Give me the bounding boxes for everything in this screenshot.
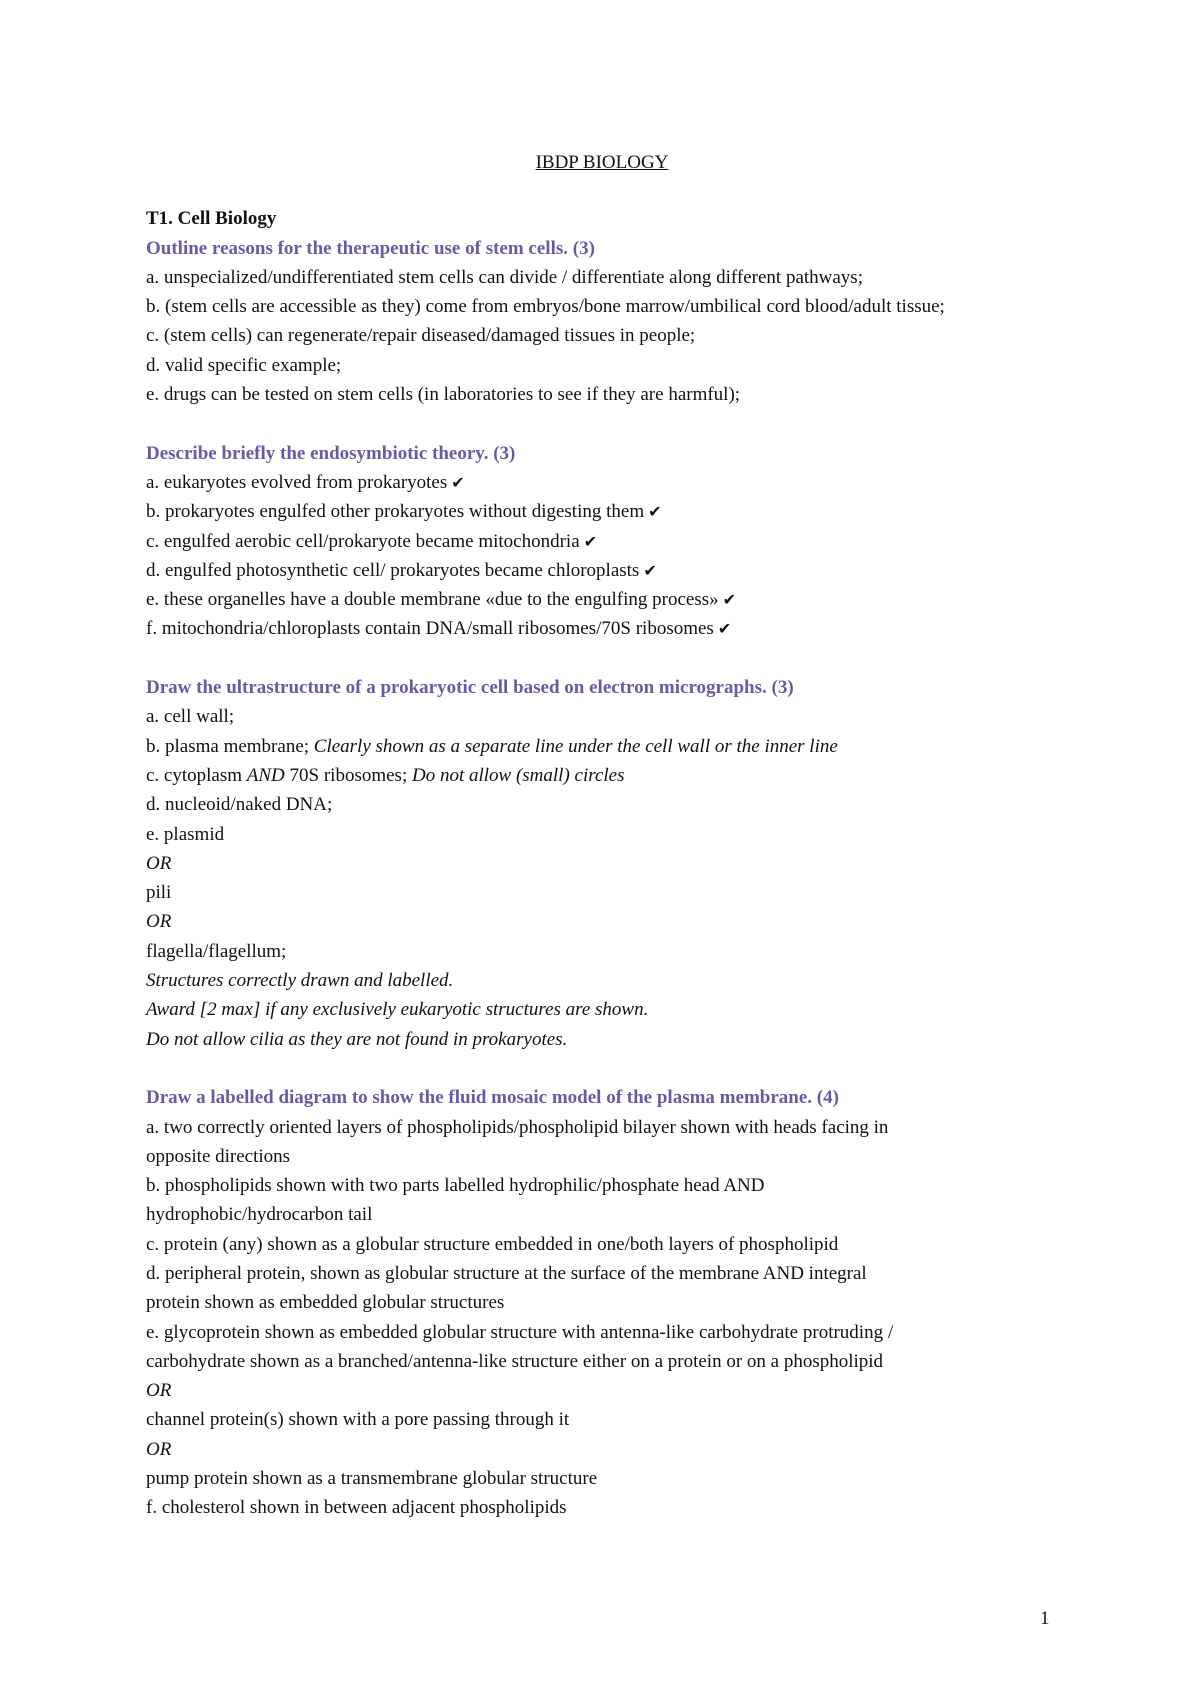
answer-line (146, 527, 1046, 556)
answer-line: b. phospholipids shown with two parts labelled hydrophilic/phosphate head AND (146, 1175, 765, 1197)
answer-line: channel protein(s) shown with a pore passing through it (146, 1409, 570, 1431)
answer-line: b. (stem cells are accessible as they) come from embryos/bone marrow/umbilical cord blood/adult tissue; (146, 296, 945, 318)
answer-line: pump protein shown as a transmembrane globular structure (146, 1468, 598, 1490)
answer-line (146, 761, 1046, 790)
check-mark-icon: ✔ (583, 531, 598, 551)
answer-line: e. plasmid (146, 823, 225, 845)
answer-text: c. engulfed aerobic cell/prokaryote became mitochondria (146, 530, 580, 552)
or-separator: OR (146, 1438, 172, 1460)
answer-line: e. drugs can be tested on stem cells (in laboratories to see if they are harmful); (146, 384, 741, 406)
question-endosymbiotic: Describe briefly the endosymbiotic theory. (3) (146, 442, 516, 464)
answer-line (146, 468, 1046, 497)
answer-line: f. cholesterol shown in between adjacent phospholipids (146, 1497, 567, 1519)
answer-text: 70S ribosomes; (284, 764, 412, 786)
and-emphasis: AND (246, 764, 285, 786)
answer-text: f. mitochondria/chloroplasts contain DNA/small ribosomes/70S ribosomes (146, 618, 714, 640)
spacer (146, 644, 1046, 673)
answer-line: hydrophobic/hydrocarbon tail (146, 1204, 373, 1226)
answer-line: carbohydrate shown as a branched/antenna-like structure either on a protein or on a phospholipid (146, 1350, 884, 1372)
answer-line: a. cell wall; (146, 706, 235, 728)
check-mark-icon: ✔ (722, 590, 737, 610)
answer-line: a. two correctly oriented layers of phospholipids/phospholipid bilayer shown with heads facing in (146, 1116, 889, 1138)
answer-line (146, 732, 1046, 761)
marking-note: Do not allow cilia as they are not found in prokaryotes. (146, 1028, 568, 1050)
answer-text: a. eukaryotes evolved from prokaryotes (146, 471, 448, 493)
or-separator: OR (146, 911, 172, 933)
or-separator: OR (146, 852, 172, 874)
marking-note: Award [2 max] if any exclusively eukaryotic structures are shown. (146, 999, 649, 1021)
check-mark-icon: ✔ (451, 472, 465, 492)
spacer (146, 1054, 1046, 1083)
page-number: 1 (1040, 1608, 1050, 1629)
answer-line: d. peripheral protein, shown as globular structure at the surface of the membrane AND integral (146, 1262, 867, 1284)
question-fluid-mosaic: Draw a labelled diagram to show the fluid mosaic model of the plasma membrane. (4) (146, 1087, 839, 1109)
question-prokaryotic-cell: Draw the ultrastructure of a prokaryotic cell based on electron micrographs. (3) (146, 677, 794, 699)
answer-text: c. cytoplasm (146, 764, 247, 786)
answer-line: c. protein (any) shown as a globular structure embedded in one/both layers of phospholipid (146, 1233, 839, 1255)
answer-line: d. nucleoid/naked DNA; (146, 794, 333, 816)
marking-note: Structures correctly drawn and labelled. (146, 970, 454, 992)
or-separator: OR (146, 1380, 172, 1402)
marking-note: Clearly shown as a separate line under the cell wall or the inner line (313, 735, 838, 757)
answer-line: a. unspecialized/undifferentiated stem cells can divide / differentiate along different pathways; (146, 266, 863, 288)
topic-heading: T1. Cell Biology (146, 208, 277, 230)
answer-text: b. plasma membrane; (146, 735, 314, 757)
check-mark-icon: ✔ (648, 502, 662, 522)
answer-line (146, 585, 1046, 614)
document-body (146, 148, 1046, 1523)
question-stem-cells: Outline reasons for the therapeutic use of stem cells. (3) (146, 237, 595, 259)
answer-text: d. engulfed photosynthetic cell/ prokaryotes became chloroplasts (146, 559, 640, 581)
answer-line (146, 497, 1046, 526)
marking-note: Do not allow (small) circles (411, 764, 625, 786)
answer-line: protein shown as embedded globular structures (146, 1292, 505, 1314)
answer-line: c. (stem cells) can regenerate/repair diseased/damaged tissues in people; (146, 325, 696, 347)
answer-line: d. valid specific example; (146, 354, 342, 376)
check-mark-icon: ✔ (717, 619, 732, 639)
answer-line (146, 556, 1046, 585)
answer-line: e. glycoprotein shown as embedded globular structure with antenna-like carbohydrate protruding / (146, 1321, 894, 1343)
document-title: IBDP BIOLOGY (535, 152, 669, 173)
spacer (146, 409, 1046, 438)
answer-line: opposite directions (146, 1145, 291, 1167)
answer-text: b. prokaryotes engulfed other prokaryotes without digesting them (146, 501, 645, 523)
answer-line: pili (146, 882, 172, 904)
answer-line: flagella/flagellum; (146, 940, 287, 962)
answer-line (146, 614, 1046, 643)
check-mark-icon: ✔ (643, 560, 657, 580)
answer-text: e. these organelles have a double membrane «due to the engulfing process» (146, 589, 719, 611)
